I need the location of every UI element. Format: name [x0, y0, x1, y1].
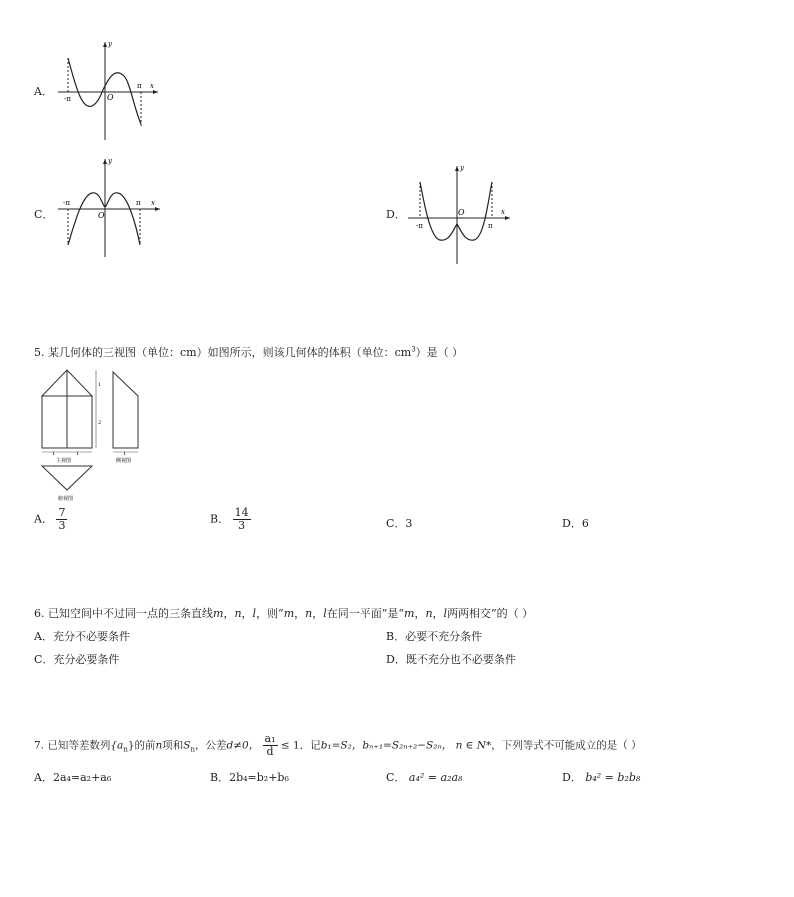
x-label: x — [151, 199, 155, 207]
y-axis-arrow — [455, 166, 459, 171]
tick-neg-pi: -π — [64, 95, 71, 103]
q6-option-b[interactable]: B．必要不充分条件 — [386, 630, 483, 643]
graph-d — [408, 162, 518, 267]
graph-c — [58, 155, 168, 260]
fraction: $\frac{14}{3}$ — [234, 506, 249, 533]
y-label: y — [108, 157, 112, 165]
q6-option-c[interactable]: C．充分必要条件 — [34, 653, 120, 666]
q7-option-b[interactable]: B．2b₄=b₂+b₆ — [210, 771, 289, 784]
x-label: x — [150, 82, 154, 90]
y-label: y — [108, 40, 112, 48]
tick-neg-pi: -π — [63, 199, 70, 207]
q6-option-d[interactable]: D．既不充分也不必要条件 — [386, 653, 516, 666]
origin-label: O — [107, 93, 114, 102]
tick-neg-pi: -π — [416, 222, 423, 230]
side-view-label: 侧视图 — [116, 458, 132, 464]
origin-label: O — [458, 208, 465, 217]
curve-d — [420, 182, 492, 240]
dim-2: 2 — [98, 420, 102, 426]
q5-text-after: ）是（ ） — [415, 346, 464, 359]
dim-1-right: 1 — [76, 451, 80, 457]
x-axis-arrow — [155, 207, 160, 211]
q5-option-d[interactable]: D．6 — [562, 517, 589, 530]
question-6-stem: 6. 已知空间中不过同一点的三条直线m，n，l，则“m，n，l在同一平面”是“m，n，l两两相交”的（ ） — [34, 607, 534, 620]
dim-1-left: 1 — [52, 451, 56, 457]
q5-sup: 3 — [411, 345, 416, 354]
x-label: x — [501, 208, 505, 216]
fraction: $\frac{\text{a₁}}{d}$ — [264, 732, 276, 759]
dim-1-side: 1 — [123, 451, 127, 457]
q5-text: 5. 某几何体的三视图（单位：cm）如图所示，则该几何体的体积（单位：cm — [34, 346, 412, 359]
tick-pi: π — [488, 222, 493, 230]
q7-option-a[interactable]: A．2a₄=a₂+a₆ — [34, 771, 112, 784]
top-view — [42, 466, 92, 490]
three-view-figure — [38, 366, 148, 506]
graph-a — [58, 38, 168, 143]
front-view-label: 主视图 — [56, 458, 72, 464]
q5-option-c[interactable]: C．3 — [386, 517, 413, 530]
question-7-stem: 7. 已知等差数列$\{a_n\}$的前n项和$S_n$，公差d≠0， $\frac{\text{a₁}}{d}$ ≤ 1．记b₁=S₂，bₙ₊₁=S₂ₙ₊₂−S₂ₙ， n ∈ N*，下列等式不可能成立的是（ ） — [34, 732, 642, 759]
side-view — [113, 372, 138, 448]
top-view-label: 俯视图 — [58, 496, 74, 502]
x-axis-arrow — [505, 216, 510, 220]
origin-label: O — [98, 211, 105, 220]
question-5-stem — [34, 344, 463, 360]
q7-option-d[interactable]: D． b₄² = b₂b₈ — [562, 771, 641, 784]
option-a-label[interactable]: A． — [34, 85, 53, 98]
tick-pi: π — [137, 82, 142, 90]
option-c-label[interactable]: C． — [34, 208, 54, 221]
y-label: y — [460, 164, 464, 172]
tick-pi: π — [136, 199, 141, 207]
y-axis-arrow — [103, 42, 107, 47]
q7-option-c[interactable]: C． a₄² = a₂a₈ — [386, 771, 463, 784]
q6-option-a[interactable]: A．充分不必要条件 — [34, 630, 130, 643]
dim-1-top: 1 — [98, 382, 102, 388]
q5-option-a[interactable]: A． $\frac{7}{3}$ — [34, 506, 66, 533]
q5-option-b[interactable]: B． $\frac{14}{3}$ — [210, 506, 249, 533]
fraction: $\frac{7}{3}$ — [58, 506, 66, 533]
x-axis-arrow — [153, 90, 158, 94]
y-axis-arrow — [103, 159, 107, 164]
option-d-label[interactable]: D． — [386, 208, 406, 221]
